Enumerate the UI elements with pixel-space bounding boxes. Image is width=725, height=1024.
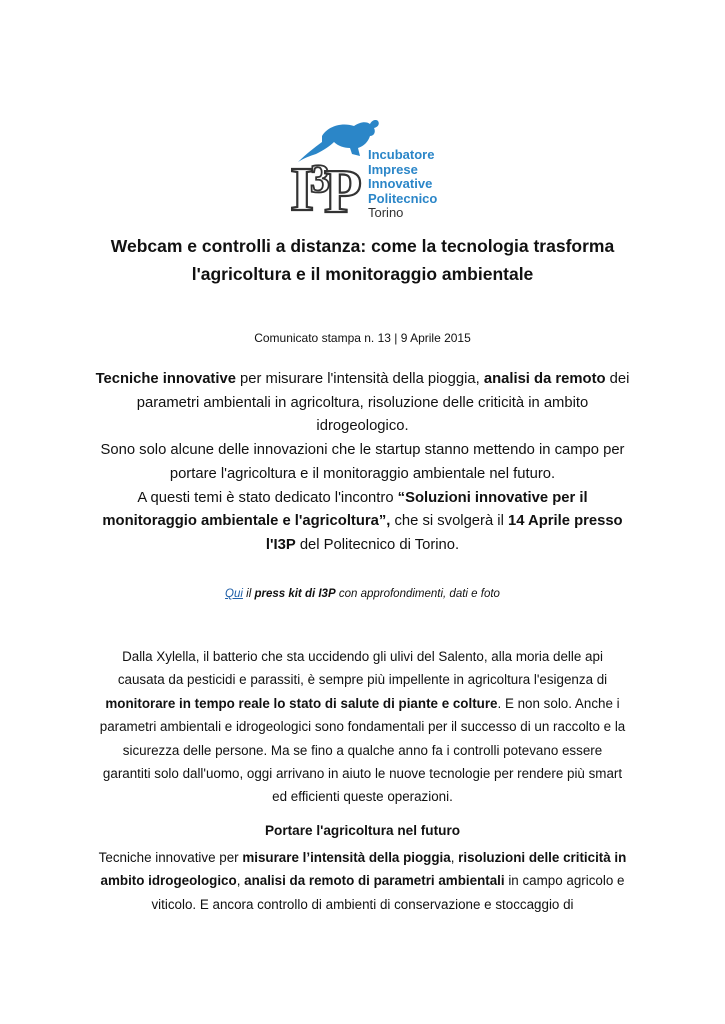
logo-text: Incubatore Imprese Innovative Politecnico Torino <box>368 147 438 221</box>
svg-text:P: P <box>324 158 362 218</box>
title-line-1: Webcam e controlli a distanza: come la tecnologia trasforma <box>110 236 615 256</box>
press-release-info: Comunicato stampa n. 13 | 9 Aprile 2015 <box>254 331 471 345</box>
page-title <box>60 232 665 288</box>
title-line-2: l'agricoltura e il monitoraggio ambientale <box>191 264 534 284</box>
svg-text:I: I <box>290 156 315 218</box>
lead-paragraph-2: Sono solo alcune delle innovazioni che le startup stanno mettendo in campo per portare l'agricoltura e il monitoraggio ambientale nel futuro. <box>100 442 625 482</box>
lead-section <box>90 368 635 558</box>
lead-paragraph-1: Tecniche innovative per misurare l'intensità della pioggia, analisi da remoto dei parametri ambientali in agricoltura, risoluzione delle criticità in ambito idrogeologico. <box>95 371 630 435</box>
body-paragraph-1: Dalla Xylella, il batterio che sta uccidendo gli ulivi del Salento, alla moria delle api causata da pesticidi e parassiti, è sempre più impellente in agricoltura l'esigenza di monitorare in tempo reale lo stato di salute di piante e colture. E non solo. Anche i parametri ambientali e idrogeologici sono fondamentali per il successo di un raccolto e la sicurezza delle persone. Ma se fino a qualche anno fa i controlli potevano essere garantiti solo dall'uomo, oggi arrivano in aiuto le nuove tecnologie per rendere più smart ed efficienti queste operazioni. <box>99 649 626 805</box>
press-kit-link[interactable]: Qui <box>225 588 243 600</box>
lead-paragraph-3: A questi temi è stato dedicato l'incontro “Soluzioni innovative per il monitoraggio ambientale e l'agricoltura”, che si svolgerà il 14 Aprile presso l'I3P del Politecnico di Torino. <box>102 489 623 553</box>
press-kit-note: Qui il press kit di I3P con approfondimenti, dati e foto <box>225 588 500 600</box>
i3p-logo <box>288 118 458 221</box>
section-heading: Portare l'agricoltura nel futuro <box>264 823 461 838</box>
svg-text:3: 3 <box>310 156 330 201</box>
body-paragraph-2: Tecniche innovative per misurare l’intensità della pioggia, risoluzioni delle criticità in ambito idrogeologico, analisi da remoto di parametri ambientali in campo agricolo e viticolo. E ancora controllo di ambienti di conservazione e stoccaggio di <box>98 850 627 912</box>
